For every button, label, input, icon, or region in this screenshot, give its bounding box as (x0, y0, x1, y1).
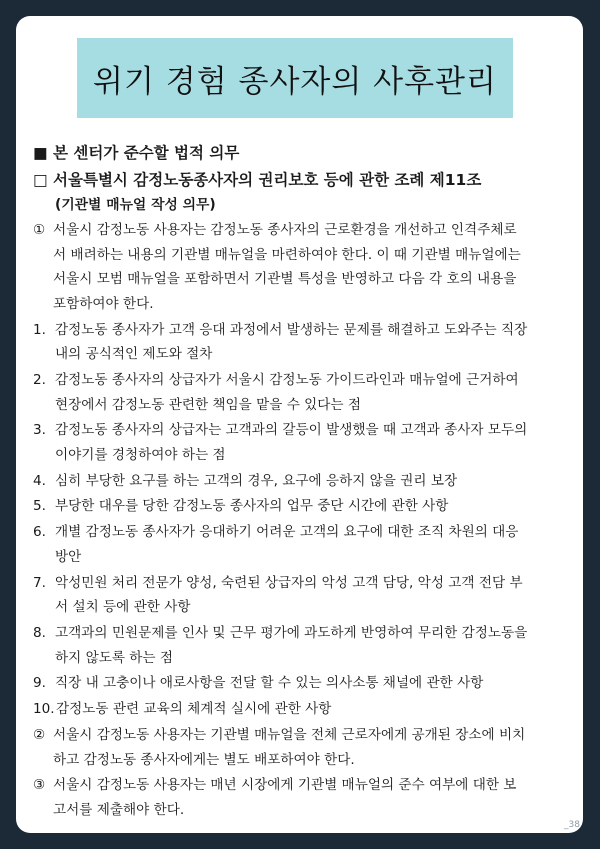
list-item-line: 감정노동 종사자의 상급자가 서울시 감정노동 가이드라인과 매뉴얼에 근거하여 (55, 371, 519, 388)
list-item-marker: ① (33, 222, 46, 238)
list-item-text (55, 469, 569, 494)
list-item-marker: 6. (33, 524, 46, 541)
list-item-marker: 10. (33, 701, 55, 718)
clause-list (33, 218, 569, 823)
list-item-line: 서울시 감정노동 사용자는 감정노동 종사자의 근로환경을 개선하고 인격주체로 (53, 222, 517, 238)
list-item-line: 이야기를 경청하여야 하는 점 (55, 446, 226, 463)
list-item-text (55, 494, 569, 519)
list-item-line: 개별 감정노동 종사자가 응대하기 어려운 고객의 요구에 대한 조직 차원의 대응 (55, 524, 519, 541)
list-item (33, 494, 569, 519)
list-item-marker: 5. (33, 498, 46, 515)
list-item-line: 심히 부당한 요구를 하는 고객의 경우, 요구에 응하지 않을 권리 보장 (55, 472, 458, 489)
list-item-line: 고서를 제출해야 한다. (53, 801, 185, 818)
section-heading: ■ 본 센터가 준수할 법적 의무 (33, 144, 240, 162)
list-item (33, 697, 569, 722)
list-item (33, 368, 569, 417)
list-item (33, 218, 569, 316)
list-item-line: 하고 감정노동 종사자에게는 별도 배포하여야 한다. (53, 751, 355, 768)
list-item-marker: 3. (33, 422, 46, 439)
list-item-line: 서 설치 등에 관한 사항 (55, 599, 191, 616)
page-number: _38 (564, 820, 580, 830)
list-item-text (55, 368, 569, 417)
list-item-line: 서울시 감정노동 사용자는 매년 시장에게 기관별 매뉴얼의 준수 여부에 대한 보 (53, 777, 517, 794)
list-item-line: 고객과의 민원문제를 인사 및 근무 평가에 과도하게 반영하여 무리한 감정노동을 (55, 625, 528, 641)
subsection-subtitle: (기관별 매뉴얼 작성 의무) (55, 197, 216, 213)
list-item-text (56, 697, 569, 722)
list-item-line: 포함하여야 한다. (53, 295, 154, 312)
list-item-line: 서울시 감정노동 사용자는 기관별 매뉴얼을 전체 근로자에게 공개된 장소에 비치 (53, 726, 526, 743)
list-item (33, 571, 569, 620)
list-item (33, 773, 569, 822)
list-item (33, 520, 569, 569)
list-item-marker: 1. (33, 321, 46, 338)
list-item-line: 악성민원 처리 전문가 양성, 숙련된 상급자의 악성 고객 담당, 악성 고객 전담 부 (55, 574, 523, 591)
list-item-text (53, 773, 569, 822)
list-item-marker: 8. (33, 625, 46, 641)
document-page (16, 16, 583, 833)
list-item (33, 318, 569, 367)
list-item-line: 감정노동 종사자가 고객 응대 과정에서 발생하는 문제를 해결하고 도와주는 직장 (55, 321, 528, 338)
document-body (33, 140, 569, 824)
list-item-text (53, 218, 569, 316)
list-item-text (55, 318, 569, 367)
list-item-line: 직장 내 고충이나 애로사항을 전달 할 수 있는 의사소통 채널에 관한 사항 (55, 675, 484, 692)
list-item-marker: 2. (33, 371, 46, 388)
list-item-text (55, 520, 569, 569)
list-item (33, 469, 569, 494)
list-item-line: 감정노동 종사자의 상급자는 고객과의 갈등이 발생했을 때 고객과 종사자 모두의 (55, 422, 528, 439)
list-item-line: 서 배려하는 내용의 기관별 매뉴얼을 마련하여야 한다. 이 때 기관별 매뉴얼에는 (53, 246, 521, 263)
page-title: 위기 경험 종사자의 사후관리 (93, 63, 497, 100)
list-item-line: 방안 (55, 548, 82, 565)
list-item-line: 하지 않도록 하는 점 (55, 649, 174, 666)
list-item-text (53, 723, 569, 772)
list-item-line: 부당한 대우를 당한 감정노동 종사자의 업무 중단 시간에 관한 사항 (55, 498, 449, 515)
list-item-marker: 9. (33, 675, 46, 692)
list-item-marker: ③ (33, 777, 46, 794)
list-item-marker: ② (33, 726, 46, 743)
list-item (33, 621, 569, 670)
list-item (33, 671, 569, 696)
list-item-text (55, 621, 569, 670)
list-item-line: 감정노동 관련 교육의 체계적 실시에 관한 사항 (56, 701, 332, 718)
subsection-heading: □ 서울특별시 감정노동종사자의 권리보호 등에 관한 조례 제11조 (33, 171, 482, 189)
list-item-line: 현장에서 감정노동 관련한 책임을 맡을 수 있다는 점 (55, 396, 362, 413)
list-item-text (55, 671, 569, 696)
list-item-marker: 4. (33, 472, 46, 489)
list-item-marker: 7. (33, 574, 46, 591)
list-item-line: 내의 공식적인 제도와 절차 (55, 346, 213, 363)
list-item-text (55, 571, 569, 620)
list-item (33, 723, 569, 772)
list-item (33, 418, 569, 467)
list-item-text (55, 418, 569, 467)
list-item-line: 서울시 모범 매뉴얼을 포함하면서 기관별 특성을 반영하고 다음 각 호의 내용을 (53, 271, 517, 288)
title-banner (77, 38, 513, 118)
